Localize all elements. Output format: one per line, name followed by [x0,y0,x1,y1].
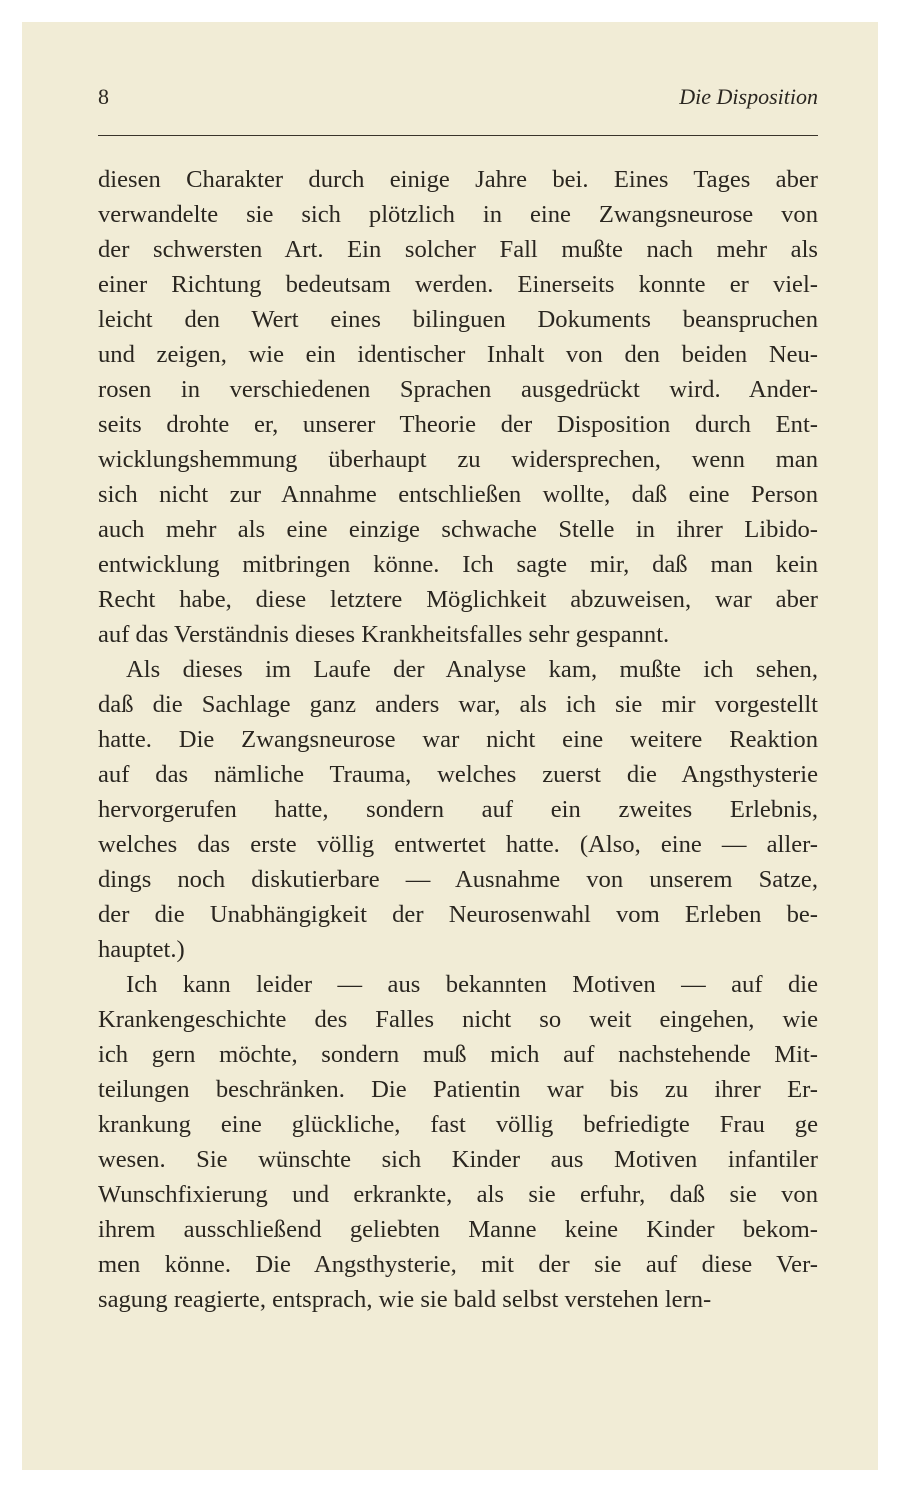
text-line: krankung eine glückliche, fast völlig befriedigte Frau ge [98,1111,818,1138]
text-line: sich nicht zur Annahme entschließen wollte, daß eine Person [98,481,818,508]
page-header [98,84,818,124]
text-line: einer Richtung bedeutsam werden. Einerseits konnte er viel- [98,271,818,298]
text-line: ihrem ausschließend geliebten Manne keine Kinder bekom- [98,1216,818,1243]
text-line: hauptet.) [98,936,185,963]
text-line: seits drohte er, unserer Theorie der Disposition durch Ent- [98,411,818,438]
text-line: daß die Sachlage ganz anders war, als ich sie mir vorgestellt [98,691,818,718]
text-line: rosen in verschiedenen Sprachen ausgedrückt wird. Ander- [98,376,818,403]
text-line: hervorgerufen hatte, sondern auf ein zweites Erlebnis, [98,796,818,823]
text-line: welches das erste völlig entwertet hatte. (Also, eine — aller- [98,831,818,858]
page-number: 8 [98,84,109,109]
text-line: men könne. Die Angsthysterie, mit der sie auf diese Ver- [98,1251,818,1278]
text-line: auf das Verständnis dieses Krankheitsfalles sehr gespannt. [98,621,670,648]
text-line: Krankengeschichte des Falles nicht so weit eingehen, wie [98,1006,818,1033]
text-line: der schwersten Art. Ein solcher Fall mußte nach mehr als [98,236,818,263]
running-title: Die Disposition [679,84,818,109]
text-line: Ich kann leider — aus bekannten Motiven — auf die [126,971,818,998]
text-line: auf das nämliche Trauma, welches zuerst die Angsthysterie [98,761,818,788]
body-text [98,162,818,1317]
text-line: Recht habe, diese letztere Möglichkeit abzuweisen, war aber [98,586,818,613]
text-line: diesen Charakter durch einige Jahre bei. Eines Tages aber [98,166,818,193]
header-rule [98,135,818,136]
text-line: der die Unabhängigkeit der Neurosenwahl vom Erleben be- [98,901,818,928]
text-line: leicht den Wert eines bilinguen Dokuments beanspruchen [98,306,818,333]
text-line: hatte. Die Zwangsneurose war nicht eine weitere Reaktion [98,726,818,753]
text-line: sagung reagierte, entsprach, wie sie bald selbst verstehen lern- [98,1286,712,1313]
text-line: Wunschfixierung und erkrankte, als sie erfuhr, daß sie von [98,1181,818,1208]
text-line: wesen. Sie wünschte sich Kinder aus Motiven infantiler [98,1146,818,1173]
text-line: und zeigen, wie ein identischer Inhalt von den beiden Neu- [98,341,818,368]
text-line: auch mehr als eine einzige schwache Stelle in ihrer Libido- [98,516,818,543]
text-line: teilungen beschränken. Die Patientin war bis zu ihrer Er- [98,1076,818,1103]
paragraph [98,162,818,652]
text-line: verwandelte sie sich plötzlich in eine Zwangsneurose von [98,201,818,228]
paragraph [98,652,818,967]
paragraph [98,967,818,1317]
text-line: entwicklung mitbringen könne. Ich sagte mir, daß man kein [98,551,818,578]
text-line: wicklungshemmung überhaupt zu widersprechen, wenn man [98,446,818,473]
text-line: dings noch diskutierbare — Ausnahme von unserem Satze, [98,866,818,893]
text-line: ich gern möchte, sondern muß mich auf nachstehende Mit- [98,1041,818,1068]
text-line: Als dieses im Laufe der Analyse kam, mußte ich sehen, [126,656,818,683]
